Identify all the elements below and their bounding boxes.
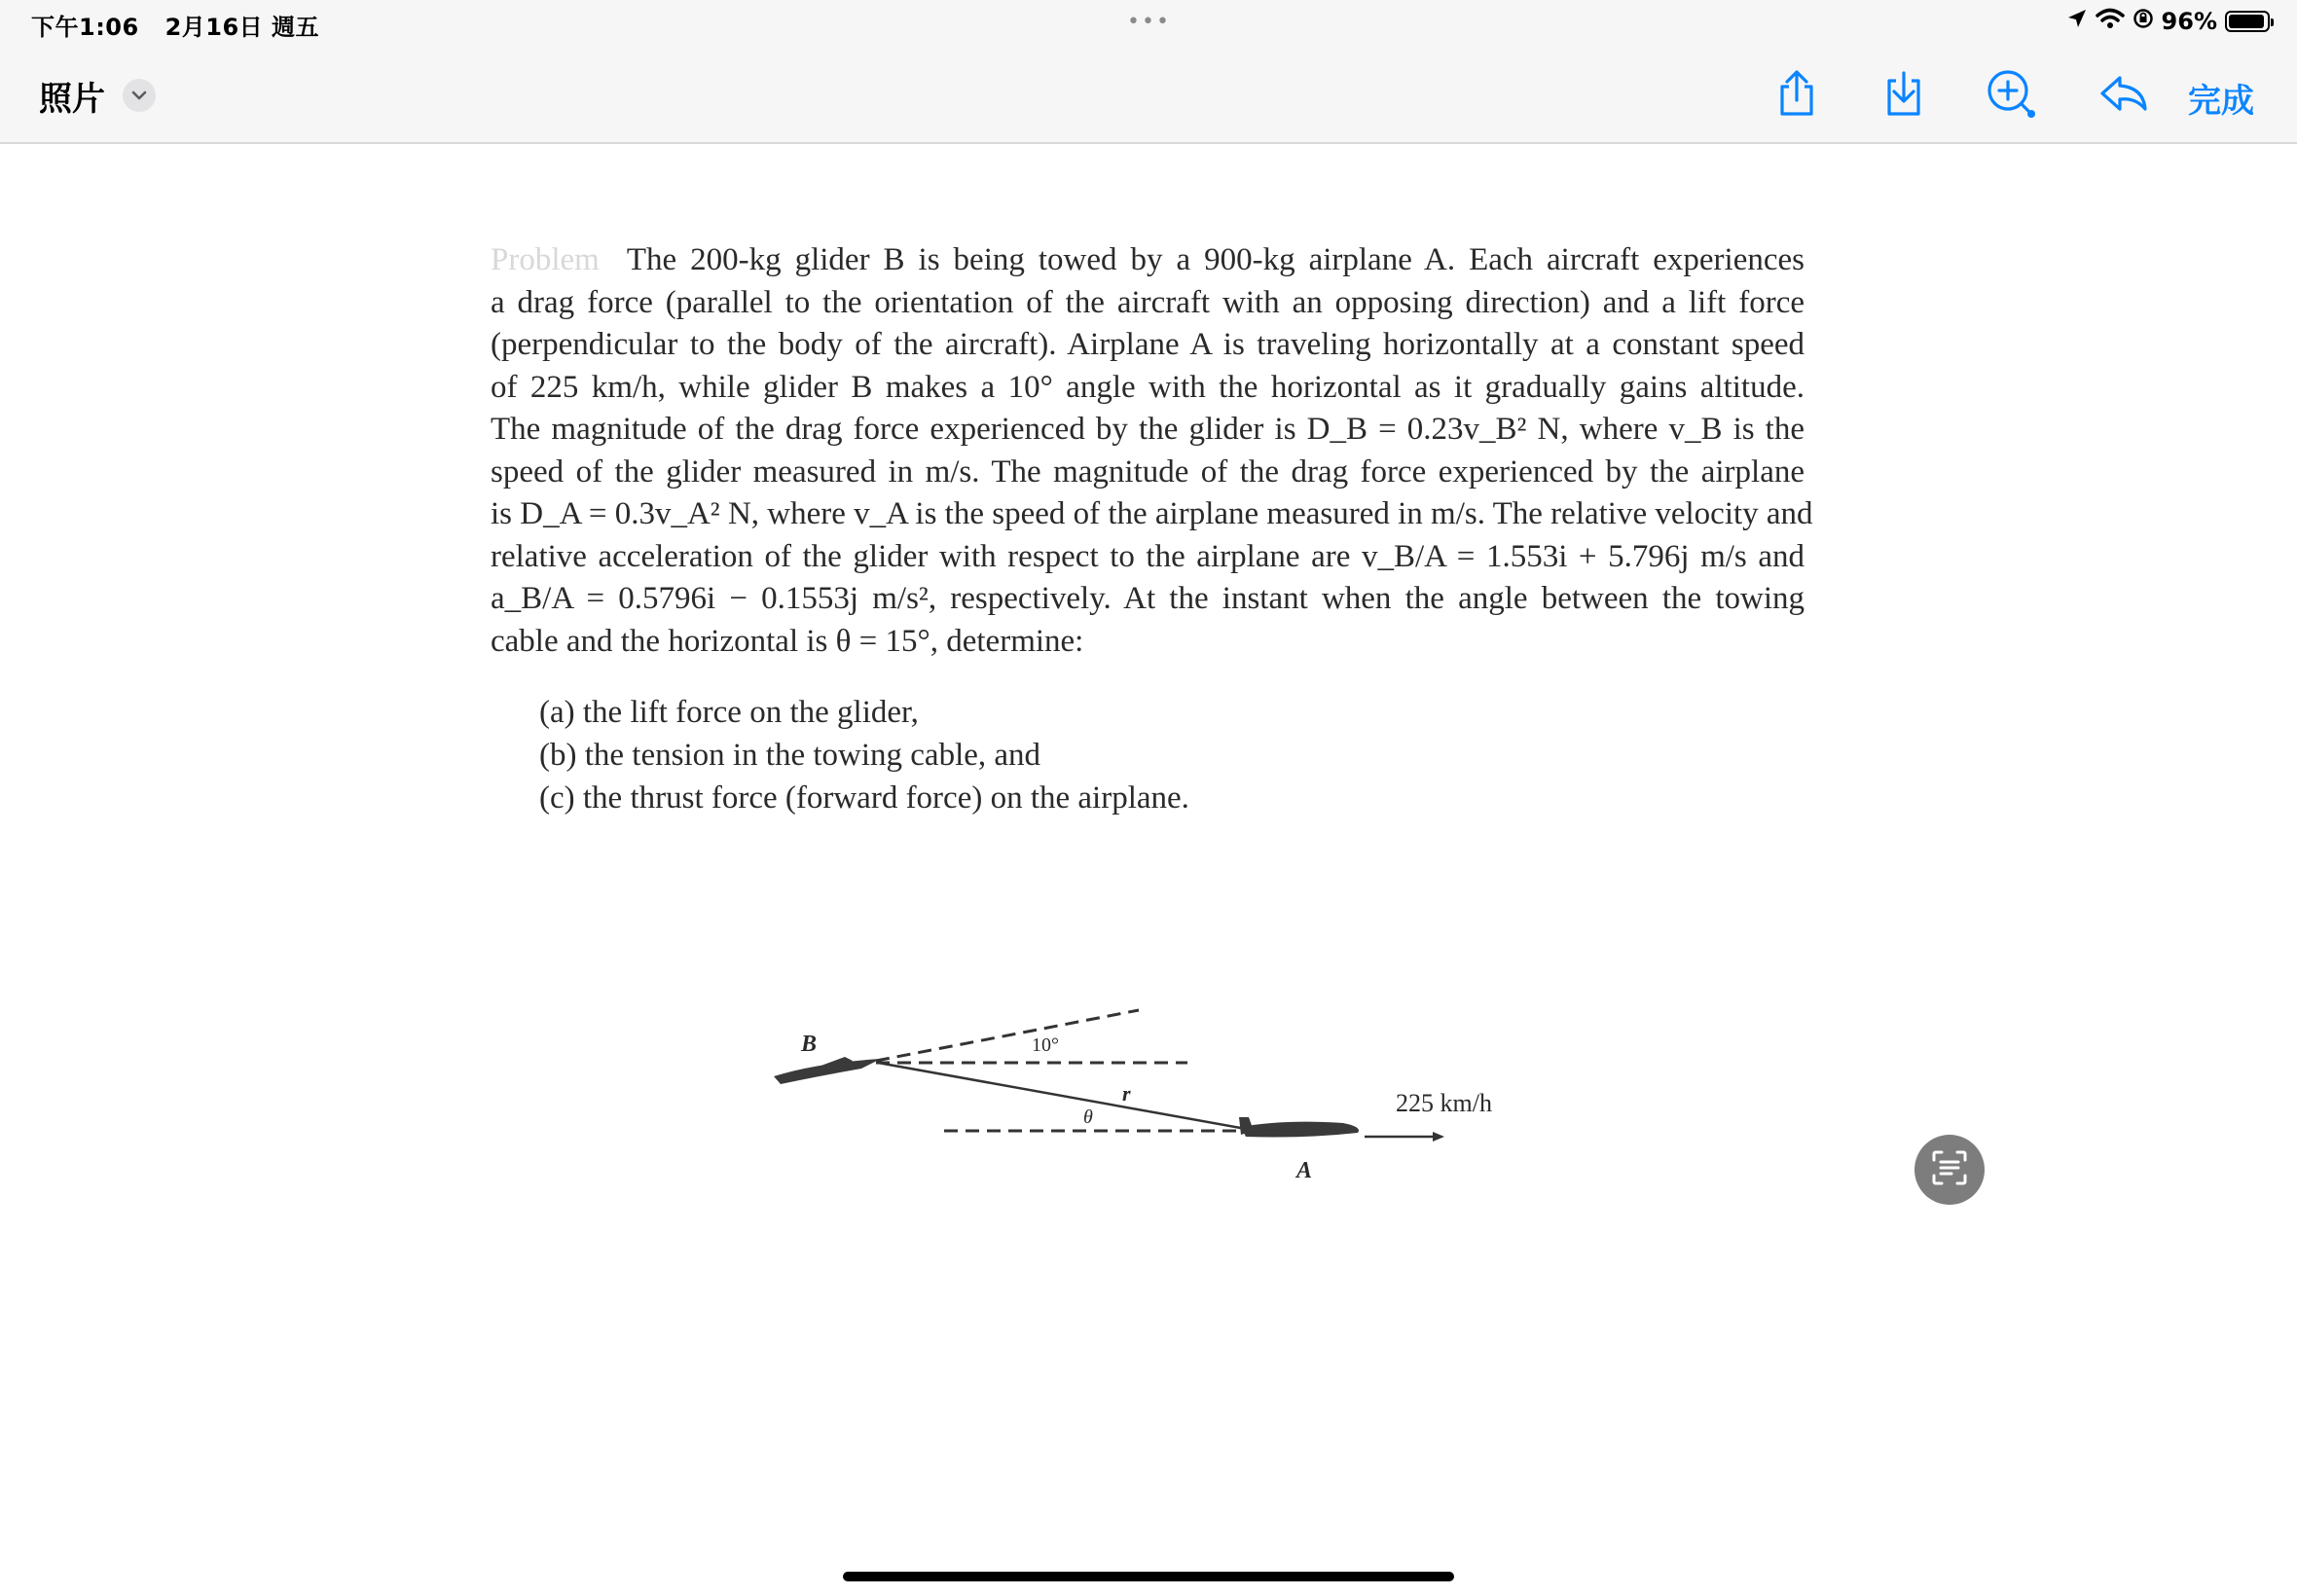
label-airplane-a: A (1296, 1158, 1313, 1183)
question-a: (a) the lift force on the glider, (539, 695, 919, 730)
question-list (539, 691, 1189, 819)
album-title[interactable]: 照片 (39, 80, 105, 119)
album-menu-button[interactable] (123, 79, 156, 112)
tow-diagram (759, 993, 1538, 1207)
text-line-5: The magnitude of the drag force experienced by the glider is D_B = 0.23v_B² N, where v_B is the (491, 412, 1805, 447)
label-speed: 225 km/h (1396, 1089, 1492, 1117)
text-line-10: cable and the horizontal is θ = 15°, determine: (491, 623, 1084, 659)
status-bar (0, 0, 2297, 47)
save-icon (1881, 69, 1926, 122)
status-left (31, 8, 337, 42)
tow-cable (878, 1063, 1246, 1129)
glider-orientation-line (876, 1010, 1139, 1061)
multitasking-dots[interactable]: ••• (1127, 10, 1171, 34)
question-b: (b) the tension in the towing cable, and (539, 738, 1041, 773)
nav-bar (0, 47, 2297, 144)
line-text: The 200-kg glider B is being towed by a 900-kg airplane A. Each aircraft experiences (626, 242, 1805, 277)
label-theta: θ (1083, 1106, 1093, 1128)
status-time: 下午1:06 (31, 14, 139, 41)
save-button[interactable] (1877, 68, 1931, 123)
share-icon (1774, 69, 1819, 122)
status-right (2066, 8, 2270, 35)
text-line-6: speed of the glider measured in m/s. The magnitude of the drag force experienced by the airplane (491, 453, 1805, 490)
label-glider-b: B (801, 1032, 818, 1057)
status-date: 2月16日 週五 (164, 14, 320, 41)
problem-text (491, 239, 1813, 663)
share-button[interactable] (1769, 68, 1824, 123)
reply-icon (2098, 72, 2149, 119)
text-line-4: of 225 km/h, while glider B makes a 10° angle with the horizontal as it gradually gains altitude. (491, 369, 1805, 405)
live-text-button[interactable] (1914, 1135, 1985, 1205)
live-text-icon (1928, 1146, 1971, 1193)
text-line-8: relative acceleration of the glider with respect to the airplane are v_B/A = 1.553i + 5.796j m/s and (491, 538, 1805, 574)
label-r: r (1122, 1081, 1131, 1106)
battery-fill (2229, 15, 2264, 28)
battery-icon (2225, 11, 2270, 32)
text-line-3: (perpendicular to the body of the aircraft). Airplane A is traveling horizontally at a constant speed (491, 327, 1805, 362)
orientation-lock-icon (2133, 8, 2154, 35)
chevron-down-icon (130, 87, 148, 105)
zoom-in-icon (1985, 67, 2037, 124)
text-line-7: is D_A = 0.3v_A² N, where v_A is the speed of the airplane measured in m/s. The relative velocity and (491, 496, 1813, 531)
airplane-icon (1241, 1122, 1359, 1138)
reply-button[interactable] (2096, 68, 2151, 123)
text-line-2: a drag force (parallel to the orientation of the aircraft with an opposing direction) and a lift force (491, 284, 1805, 320)
markup-button[interactable] (1984, 68, 2038, 123)
done-button[interactable]: 完成 (2188, 82, 2254, 121)
problem-label: Problem (491, 242, 600, 277)
question-c: (c) the thrust force (forward force) on the airplane. (539, 780, 1189, 816)
home-indicator[interactable] (843, 1572, 1454, 1581)
battery-percent: 96% (2161, 8, 2217, 35)
location-icon (2066, 8, 2088, 35)
wifi-icon (2096, 8, 2125, 35)
text-line-9: a_B/A = 0.5796i − 0.1553j m/s², respectively. At the instant when the angle between the towing (491, 581, 1805, 616)
label-angle: 10° (1032, 1034, 1059, 1056)
text-line-1 (491, 239, 1805, 282)
